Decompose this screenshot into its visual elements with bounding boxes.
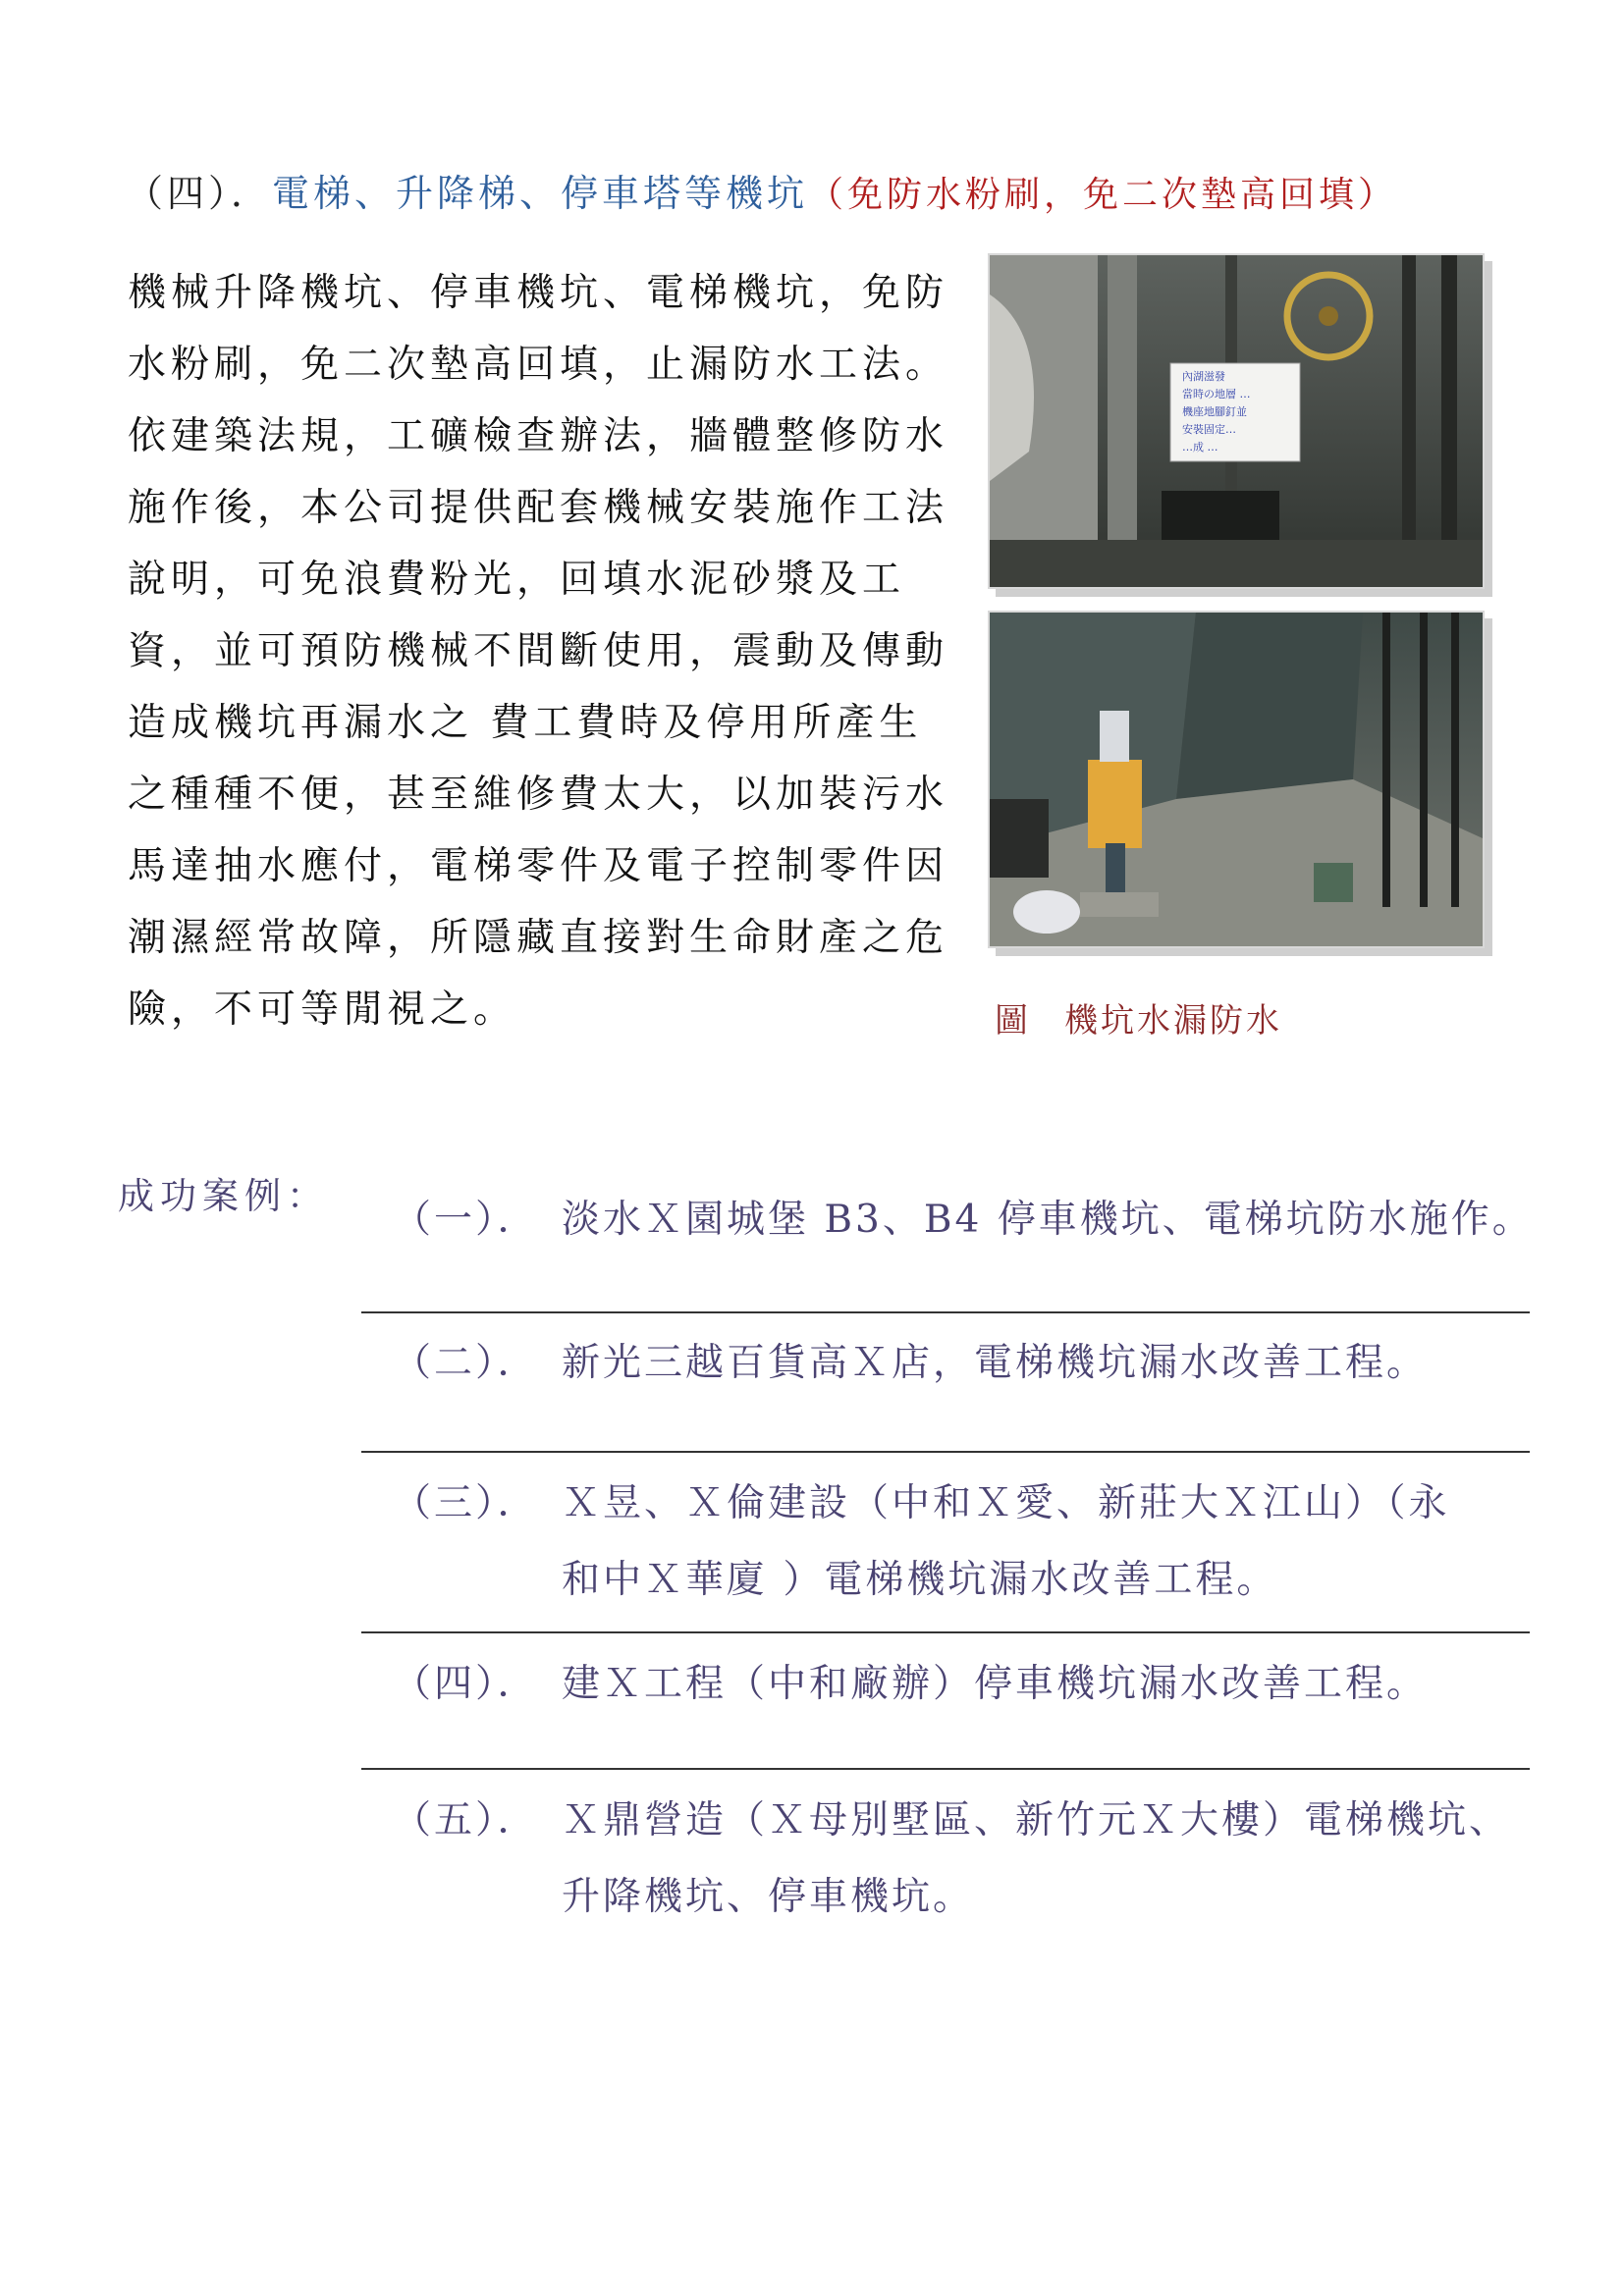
heading-title: 電梯、升降梯、停車塔等機坑 [272, 172, 809, 215]
body-line: 依建築法規，工礦檢查辦法，牆體整修防水 [128, 414, 949, 458]
case-number: （四）． [393, 1662, 539, 1706]
case-number: （二）． [393, 1341, 539, 1385]
body-line: 險，不可等閒視之。 [128, 988, 517, 1032]
case-text: Ｘ昱、Ｘ倫建設（中和Ｘ愛、新莊大Ｘ江山）（永 [562, 1481, 1450, 1525]
case-text: 淡水Ｘ園城堡 B3、B4 停車機坑、電梯坑防水施作。 [562, 1198, 1534, 1242]
body-line: 說明，可免浪費粉光，回填水泥砂漿及工 [128, 558, 906, 602]
body-line: 潮濕經常故障，所隱藏直接對生命財產之危 [128, 916, 949, 960]
handwritten-sign [1170, 363, 1300, 461]
case-text: Ｘ鼎營造（Ｘ母別墅區、新竹元Ｘ大樓）電梯機坑、 [562, 1798, 1511, 1842]
caption-text: 機坑水漏防水 [1064, 1001, 1282, 1041]
divider [361, 1451, 1530, 1453]
case-number: （三）． [393, 1481, 539, 1525]
heading-prefix: （四）． [126, 172, 273, 215]
case-text: 和中Ｘ華廈 ）電梯機坑漏水改善工程。 [562, 1558, 1278, 1602]
body-paragraph [128, 257, 972, 1045]
divider [361, 1768, 1530, 1770]
heading-note: （免防水粉刷，免二次墊高回填） [808, 175, 1398, 215]
section-heading [126, 163, 1397, 217]
sign-text: 內湖滋發 [1182, 370, 1225, 383]
body-line: 機械升降機坑、停車機坑、電梯機坑，免防 [128, 271, 949, 315]
figure-caption [995, 993, 1282, 1041]
case-number: （五）． [393, 1798, 539, 1842]
sign-text: 當時の地層 … [1182, 388, 1251, 400]
body-line: 施作後，本公司提供配套機械安裝施作工法 [128, 486, 949, 530]
case-text: 新光三越百貨高Ｘ店，電梯機坑漏水改善工程。 [562, 1341, 1429, 1385]
body-line: 造成機坑再漏水之 費工費時及停用所產生 [128, 701, 923, 745]
pit-photo-top [988, 253, 1485, 589]
body-line: 之種種不便，甚至維修費太大，以加裝污水 [128, 773, 949, 817]
body-line: 馬達抽水應付，電梯零件及電子控制零件因 [128, 844, 949, 888]
sign-text: 機座地腳釘並 [1182, 405, 1247, 418]
caption-prefix: 圖 [995, 1001, 1031, 1041]
pit-photo-bottom [988, 611, 1485, 948]
case-text: 建Ｘ工程（中和廠辦）停車機坑漏水改善工程。 [562, 1662, 1429, 1706]
sign-text: …成 … [1182, 441, 1218, 454]
body-line: 水粉刷，免二次墊高回填，止漏防水工法。 [128, 343, 949, 387]
sign-text: 安裝固定… [1182, 423, 1236, 436]
case-number: （一）． [393, 1198, 539, 1242]
case-text: 升降機坑、停車機坑。 [562, 1875, 975, 1919]
divider [361, 1631, 1530, 1633]
cases-label: 成功案例： [118, 1175, 329, 1217]
divider [361, 1311, 1530, 1313]
body-line: 資，並可預防機械不間斷使用，震動及傳動 [128, 629, 949, 673]
